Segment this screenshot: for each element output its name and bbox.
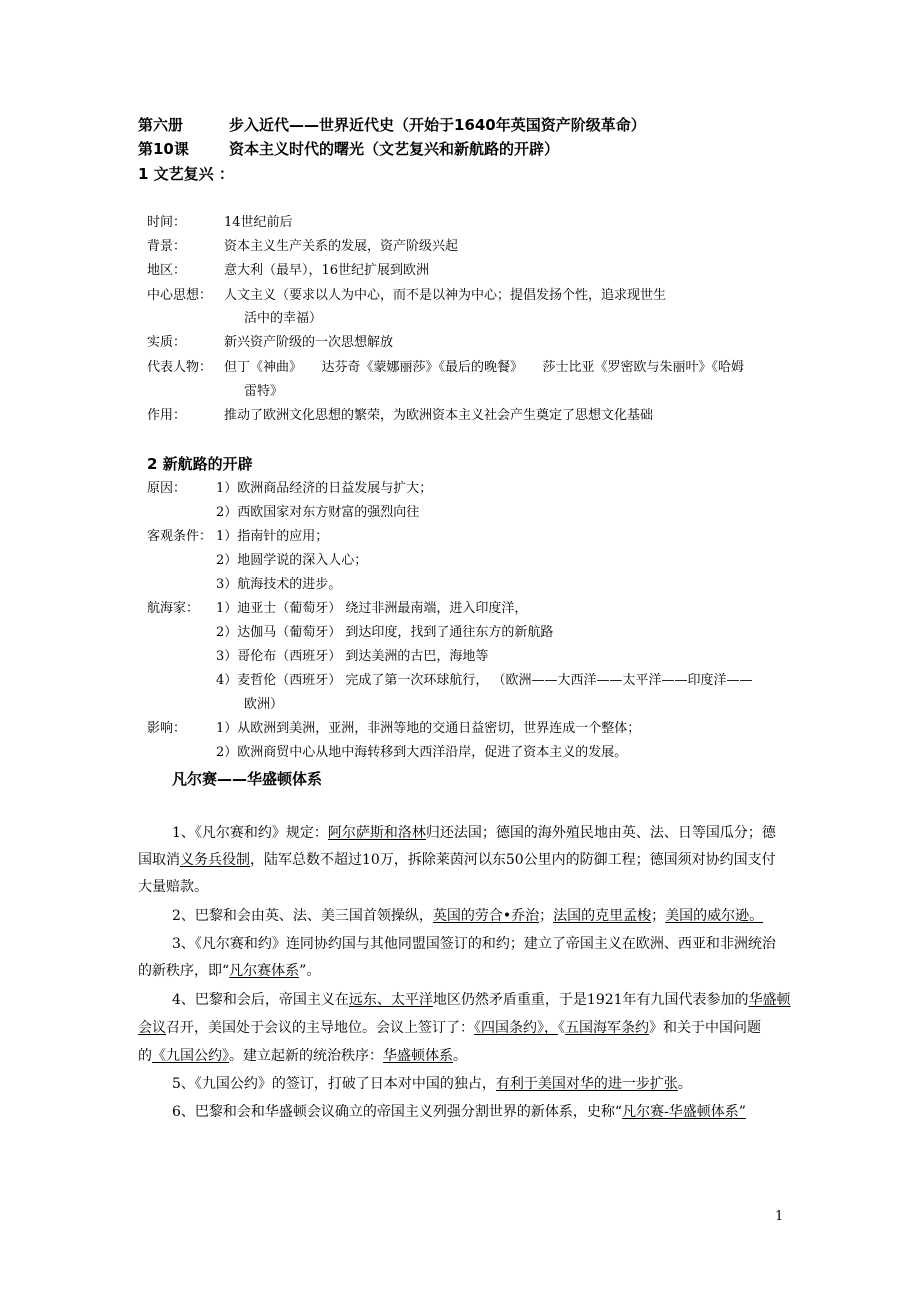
underline-term: 《九国公约》 <box>152 1048 229 1064</box>
row-value: 新兴资产阶级的一次思想解放 <box>224 335 394 350</box>
paragraph-4-line-1: 4、巴黎和会后，帝国主义在远东、太平洋地区仍然矛盾重重，于是1921年有九国代表参加的华盛顿 <box>172 992 791 1008</box>
row-value: 资本主义生产关系的发展，资产阶级兴起 <box>224 239 459 254</box>
underline-term: 英国的劳合•乔治 <box>432 908 540 924</box>
lesson-title: 资本主义时代的曙光（文艺复兴和新航路的开辟） <box>229 140 560 158</box>
row-label: 中心思想： <box>147 288 213 303</box>
underline-term: 义务兵役制 <box>180 852 250 868</box>
row-value: 2）达伽马（葡萄牙） 到达印度，找到了通往东方的新航路 <box>216 625 554 640</box>
row-label: 实质： <box>147 335 187 350</box>
row-label: 代表人物： <box>147 360 213 375</box>
underline-term: 会议 <box>138 1020 166 1036</box>
row-label: 作用： <box>147 408 187 423</box>
page-number: 1 <box>775 1209 784 1224</box>
paragraph-3-line-1: 3、《凡尔赛和约》连同协约国与其他同盟国签订的和约；建立了帝国主义在欧洲、西亚和非洲统治 <box>172 936 776 952</box>
underline-term: 有利于美国对华的进一步扩张 <box>495 1076 678 1092</box>
volume-label: 第六册 <box>138 116 184 134</box>
paragraph-1-line-3: 大量赔款。 <box>138 879 208 895</box>
row-label: 原因： <box>147 481 187 496</box>
paragraph-4-line-2: 会议召开，美国处于会议的主导地位。会议上签订了：《四国条约》，《五国海军条约》和关于中国问题 <box>138 1020 761 1036</box>
paragraph-2: 2、巴黎和会由英、法、美三国首领操纵，英国的劳合•乔治；法国的克里孟梭；美国的威尔逊。 <box>172 908 764 924</box>
row-value: 但丁《神曲》 达芬奇《蒙娜丽莎》《最后的晚餐》 莎士比亚《罗密欧与朱丽叶》《哈姆 <box>224 360 745 375</box>
row-value: 人文主义（要求以人为中心，而不是以神为中心；提倡发扬个性，追求现世生 <box>224 288 667 303</box>
underline-term: 华盛顿 <box>748 992 791 1008</box>
underline-term: 凡尔赛-华盛顿体系” <box>622 1104 746 1120</box>
underline-term: 凡尔赛体系 <box>229 963 300 979</box>
underline-term: 美国的威尔逊。 <box>665 908 764 924</box>
underline-term: 华盛顿体系 <box>383 1048 453 1064</box>
paragraph-1-line-2: 国取消义务兵役制，陆军总数不超过10万，拆除莱茵河以东50公里内的防御工程；德国须对协约国支付 <box>138 852 776 868</box>
lesson-label: 第10课 <box>138 140 189 158</box>
paragraph-3-line-2: 的新秩序，即“凡尔赛体系”。 <box>138 963 321 979</box>
row-value-continuation: 活中的幸福） <box>244 311 323 326</box>
section-title-versailles-washington: 凡尔赛——华盛顿体系 <box>172 770 323 788</box>
row-value: 1）指南针的应用； <box>216 529 329 544</box>
underline-term: 《四国条约》， <box>474 1020 558 1036</box>
row-value: 2）欧洲商贸中心从地中海转移到大西洋沿岸，促进了资本主义的发展。 <box>216 745 628 760</box>
paragraph-1-line-1: 1、《凡尔赛和约》规定：阿尔萨斯和洛林归还法国；德国的海外殖民地由英、法、日等国瓜分；德 <box>172 825 776 841</box>
row-value: 3）航海技术的进步。 <box>216 577 342 592</box>
section-title-renaissance: 1 文艺复兴 ： <box>138 165 234 183</box>
row-value: 1）从欧洲到美洲，亚洲，非洲等地的交通日益密切，世界连成一个整体； <box>216 721 641 736</box>
row-value: 1）欧洲商品经济的日益发展与扩大； <box>216 481 433 496</box>
row-value: 1）迪亚士（葡萄牙） 绕过非洲最南端，进入印度洋， <box>216 601 528 616</box>
paragraph-6: 6、巴黎和会和华盛顿会议确立的帝国主义列强分割世界的新体系，史称“凡尔赛-华盛顿体系” <box>172 1104 746 1120</box>
row-label: 地区： <box>147 263 187 278</box>
row-label: 客观条件： <box>147 529 213 544</box>
row-label: 影响： <box>147 721 187 736</box>
section-title-new-routes: 2 新航路的开辟 <box>147 455 253 473</box>
row-label: 航海家： <box>147 601 200 616</box>
row-label: 时间： <box>147 215 187 230</box>
paragraph-4-line-3: 的《九国公约》。建立起新的统治秩序：华盛顿体系。 <box>138 1048 467 1064</box>
row-value: 2）地圆学说的深入人心； <box>216 553 368 568</box>
row-value: 4）麦哲伦（西班牙） 完成了第一次环球航行， （欧洲——大西洋——太平洋——印度洋—— <box>216 673 753 688</box>
row-label: 背景： <box>147 239 187 254</box>
row-value-continuation: 雷特》 <box>244 384 284 399</box>
underline-term: 五国海军条约 <box>565 1020 649 1036</box>
underline-term: 阿尔萨斯和洛林 <box>327 825 426 841</box>
row-value: 14世纪前后 <box>224 215 293 230</box>
row-value: 意大利（最早），16世纪扩展到欧洲 <box>224 263 430 278</box>
row-value: 推动了欧洲文化思想的繁荣，为欧洲资本主义社会产生奠定了思想文化基础 <box>224 408 654 423</box>
underline-term: 法国的克里孟梭 <box>553 908 652 924</box>
row-value-continuation: 欧洲） <box>244 697 284 712</box>
volume-title: 步入近代——世界近代史（开始于1640年英国资产阶级革命） <box>229 116 646 134</box>
paragraph-5: 5、《九国公约》的签订，打破了日本对中国的独占，有利于美国对华的进一步扩张。 <box>172 1076 692 1092</box>
row-value: 2）西欧国家对东方财富的强烈向往 <box>216 505 420 520</box>
row-value: 3）哥伦布（西班牙） 到达美洲的古巴，海地等 <box>216 649 489 664</box>
underline-term: 远东、太平洋 <box>348 992 433 1008</box>
